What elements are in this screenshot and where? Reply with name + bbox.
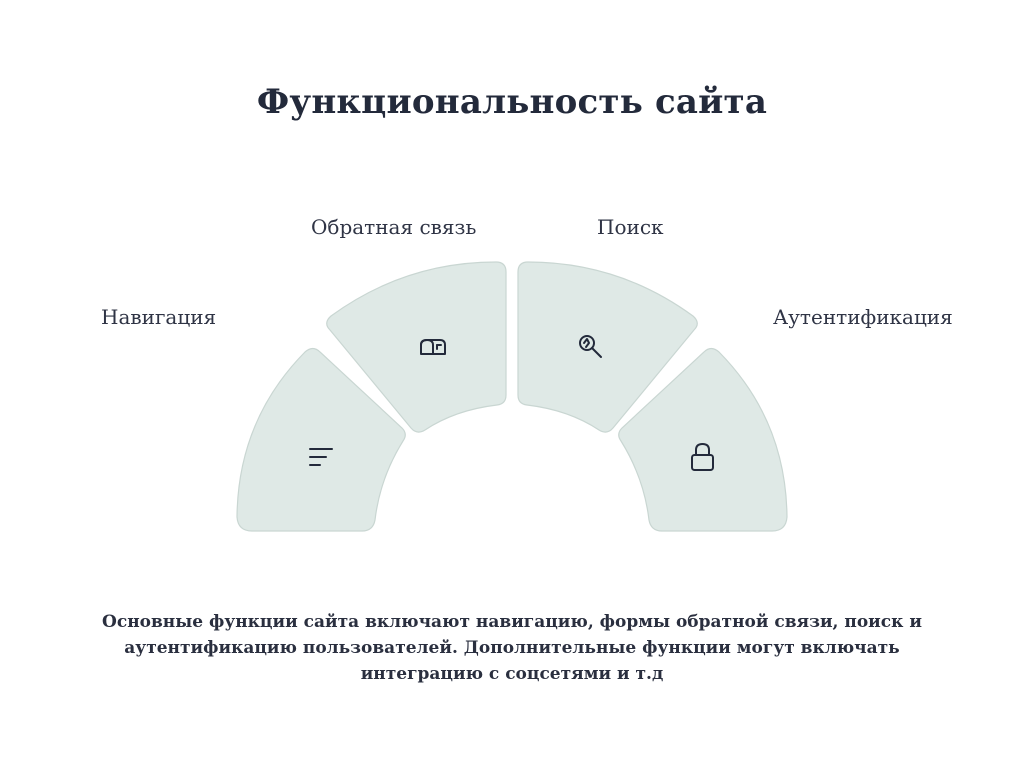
page-title: Функциональность сайта [256,82,768,122]
segment-label-search: Поиск [597,215,664,239]
segment-label-feedback: Обратная связь [311,215,477,239]
description-text: Основные функции сайта включают навигацию, формы обратной связи, поиск и аутентификацию пользователей. Дополнительные функции могут включать интеграцию с соцсетями и т.д [102,612,922,684]
segment-label-authentication: Аутентификация [773,305,953,329]
segment-label-navigation: Навигация [101,305,217,329]
